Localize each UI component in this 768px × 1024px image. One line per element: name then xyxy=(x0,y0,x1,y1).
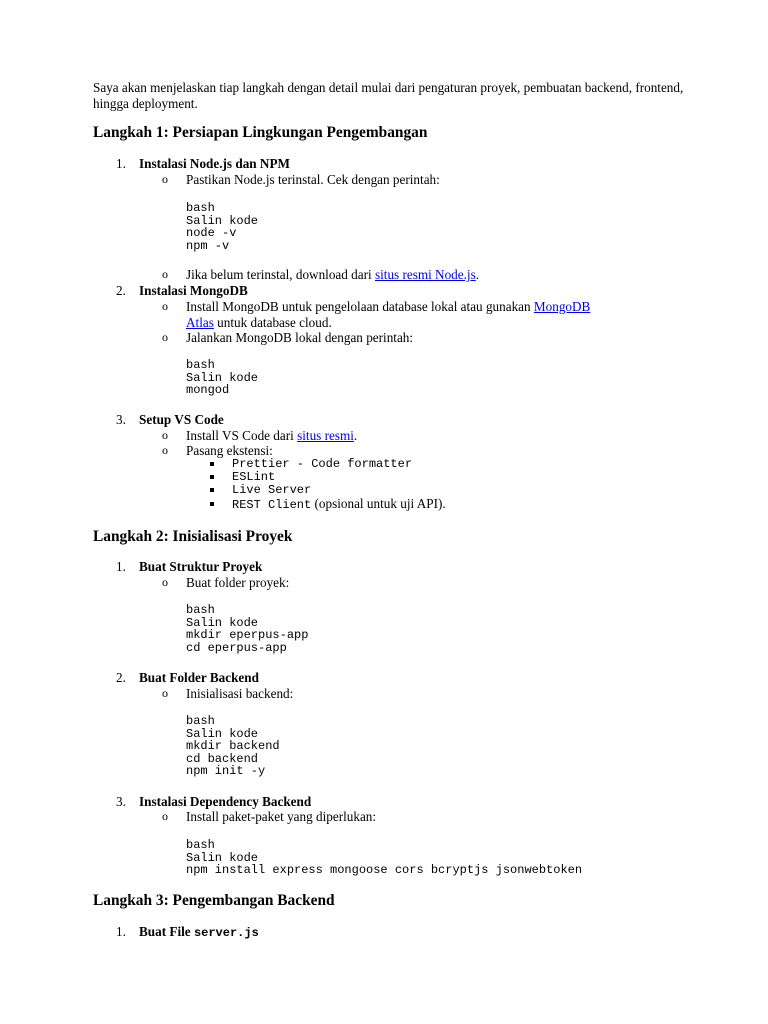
step1-item3-title: Setup VS Code xyxy=(139,412,224,427)
step2-item2-number: 2. xyxy=(116,670,126,685)
bullet-text: . xyxy=(475,267,480,282)
intro-paragraph: Saya akan menjelaskan tiap langkah dengan detail mulai dari pengaturan proyek, pembuatan backend, frontend, hingga deployment. xyxy=(93,80,684,111)
step2-item1-bullet1: Buat folder proyek: xyxy=(186,575,290,590)
step1-item1-bullet1: Pastikan Node.js terinstal. Cek dengan perintah: xyxy=(186,172,440,187)
nodejs-site-link[interactable]: situs resmi Node.js xyxy=(374,267,476,282)
step2-item2-title: Buat Folder Backend xyxy=(139,670,259,685)
bullet-icon: o xyxy=(162,172,168,186)
step2-item1-title: Buat Struktur Proyek xyxy=(139,559,263,574)
step2-heading: Langkah 2: Inisialisasi Proyek xyxy=(93,528,293,545)
extension-prettier: Prettier - Code formatter xyxy=(232,457,413,471)
bullet-icon: o xyxy=(162,809,168,823)
square-bullet-icon xyxy=(208,471,216,483)
mongodb-atlas-link-cont[interactable]: Atlas xyxy=(186,314,214,330)
step3-item1-number: 1. xyxy=(116,924,126,939)
step2-item3-title: Instalasi Dependency Backend xyxy=(139,794,312,809)
bullet-text: Jika belum terinstal, download dari xyxy=(186,267,375,282)
step1-item2-bullet2: Jalankan MongoDB lokal dengan perintah: xyxy=(186,330,414,345)
code-block-mkdir-app: bash Salin kode mkdir eperpus-app cd eperpus-app xyxy=(186,603,309,655)
bullet-text: . xyxy=(353,428,358,443)
bullet-text: untuk database cloud. xyxy=(213,314,332,330)
extension-rest-client-note: (opsional untuk uji API). xyxy=(311,496,446,511)
step3-heading: Langkah 3: Pengembangan Backend xyxy=(93,892,335,909)
extension-rest-client xyxy=(232,496,632,514)
step2-item3-bullet1: Install paket-paket yang diperlukan: xyxy=(186,809,377,824)
extension-rest-client-code: REST Client xyxy=(232,498,312,512)
step2-item1-number: 1. xyxy=(116,559,126,574)
square-bullet-icon xyxy=(208,498,216,510)
code-block-node-check: bash Salin kode node -v npm -v xyxy=(186,201,259,253)
bullet-icon: o xyxy=(162,686,168,700)
extension-eslint: ESLint xyxy=(232,470,276,484)
step3-item1-title-filename: server.js xyxy=(193,926,259,940)
code-block-backend-init: bash Salin kode mkdir backend cd backend npm init -y xyxy=(186,714,280,779)
bullet-text: Install VS Code dari xyxy=(186,428,298,443)
bullet-icon: o xyxy=(162,428,168,442)
step1-item3-number: 3. xyxy=(116,412,126,427)
square-bullet-icon xyxy=(208,484,216,496)
step2-item2-bullet1: Inisialisasi backend: xyxy=(186,686,294,701)
step1-item2-number: 2. xyxy=(116,283,126,298)
step3-item1-title xyxy=(139,924,259,942)
step2-item3-number: 3. xyxy=(116,794,126,809)
code-block-mongod: bash Salin kode mongod xyxy=(186,358,259,398)
square-bullet-icon xyxy=(208,458,216,470)
code-block-npm-install: bash Salin kode npm install express mongoose cors bcryptjs jsonwebtoken xyxy=(186,838,583,878)
extension-live-server: Live Server xyxy=(232,483,312,497)
mongodb-atlas-link[interactable]: MongoDB xyxy=(533,299,591,314)
step1-item1-number: 1. xyxy=(116,156,126,171)
step1-item2-title: Instalasi MongoDB xyxy=(139,283,248,298)
bullet-icon: o xyxy=(162,330,168,344)
step1-item1-bullet2 xyxy=(186,267,686,283)
bullet-icon: o xyxy=(162,267,168,281)
bullet-icon: o xyxy=(162,575,168,589)
step1-item3-bullet2: Pasang ekstensi: xyxy=(186,443,273,458)
bullet-text: Install MongoDB untuk pengelolaan database lokal atau gunakan xyxy=(186,299,534,314)
step1-item2-bullet1 xyxy=(186,299,686,330)
step1-item1-title: Instalasi Node.js dan NPM xyxy=(139,156,290,171)
step1-item3-bullet1 xyxy=(186,428,686,444)
vscode-site-link[interactable]: situs resmi xyxy=(297,428,354,443)
step1-heading: Langkah 1: Persiapan Lingkungan Pengembangan xyxy=(93,124,428,141)
bullet-icon: o xyxy=(162,443,168,457)
bullet-icon: o xyxy=(162,299,168,313)
step3-item1-title-text: Buat File xyxy=(139,924,194,939)
